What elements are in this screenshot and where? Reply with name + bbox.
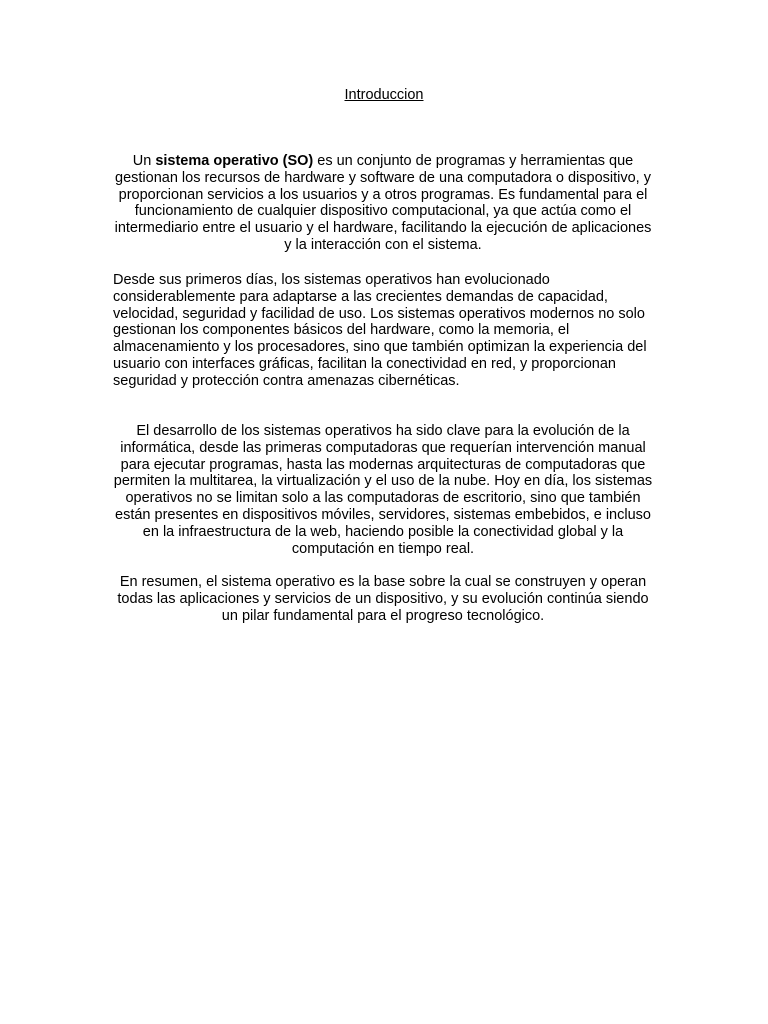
paragraph-summary: En resumen, el sistema operativo es la base sobre la cual se construyen y operan todas las aplicaciones y servicios de un dispositivo, y su evolución continúa siendo un pilar fundamental para el progreso tecnológico. — [117, 574, 649, 624]
paragraph-evolution: Desde sus primeros días, los sistemas operativos han evolucionado considerablemente para adaptarse a las crecientes demandas de capacidad, velocidad, seguridad y facilidad de uso. Los sistemas operativos modernos no solo gestionan los componentes básicos del hardware, como la memoria, el almacenamiento y los procesadores, sino que también optimizan la experiencia del usuario con interfaces gráficas, facilitan la conectividad en red, y proporcionan seguridad y protección contra amenazas cibernéticas. — [113, 272, 647, 389]
paragraph-intro — [113, 153, 653, 254]
paragraph-intro-bold-term: sistema operativo (SO) — [155, 153, 314, 169]
paragraph-intro-lead: Un — [132, 153, 156, 169]
paragraph-development: El desarrollo de los sistemas operativos ha sido clave para la evolución de la informática, desde las primeras computadoras que requerían intervención manual para ejecutar programas, hasta las modernas arquitecturas de computadoras que permiten la multitarea, la virtualización y el uso de la nube. Hoy en día, los sistemas operativos no se limitan solo a las computadoras de escritorio, sino que también están presentes en dispositivos móviles, servidores, sistemas embebidos, e incluso en la infraestructura de la web, haciendo posible la conectividad global y la computación en tiempo real. — [113, 423, 653, 557]
document-title: Introduccion — [344, 87, 424, 103]
paragraph-intro-rest: es un conjunto de programas y herramientas que gestionan los recursos de hardware y software de una computadora o dispositivo, y proporcionan servicios a los usuarios y a otros programas. Es fundamental para el funcionamiento de cualquier dispositivo computacional, ya que actúa como el intermediario entre el usuario y el hardware, facilitando la ejecución de aplicaciones y la interacción con el sistema. — [114, 153, 652, 253]
